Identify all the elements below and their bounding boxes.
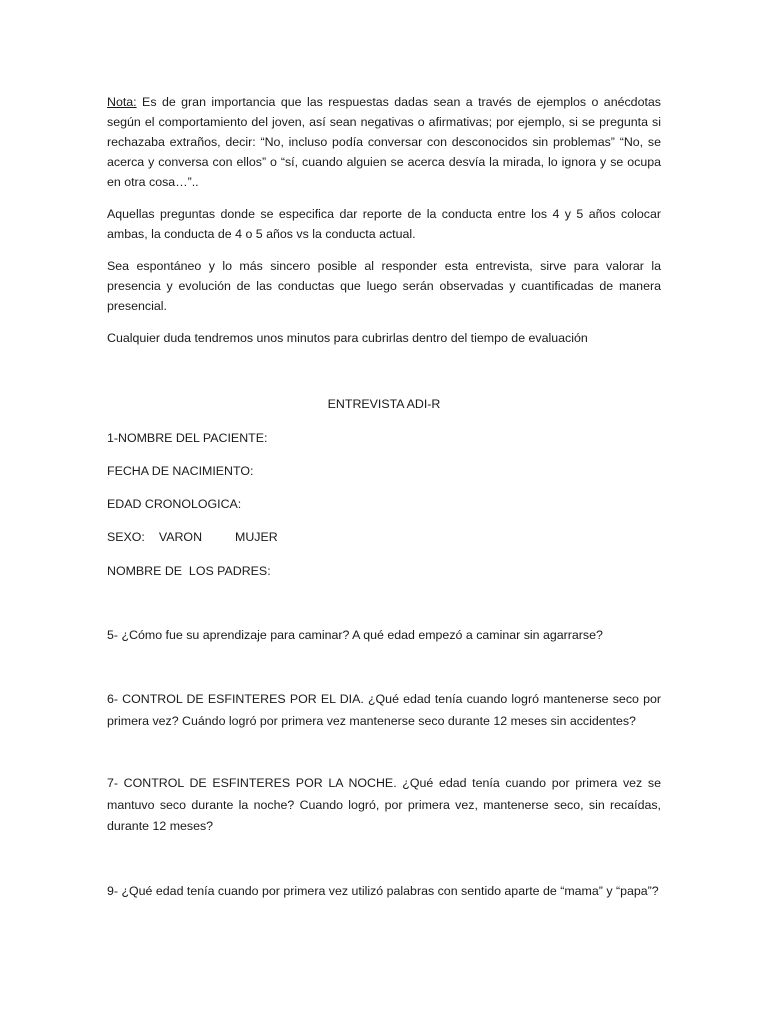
question-7: 7- CONTROL DE ESFINTERES POR LA NOCHE. ¿Qué edad tenía cuando por primera vez se mantuvo seco durante la noche? Cuando logró, por primera vez, mantenerse seco, sin recaídas, durante 12 meses? (107, 776, 661, 833)
sex-field (107, 527, 278, 547)
parents-name-field: NOMBRE DE LOS PADRES: (107, 564, 271, 578)
question-6: 6- CONTROL DE ESFINTERES POR EL DIA. ¿Qué edad tenía cuando logró mantenerse seco por primera vez? Cuándo logró por primera vez mantenerse seco durante 12 meses sin accidentes? (107, 692, 661, 728)
sex-label: SEXO: (107, 530, 145, 544)
intro-section (107, 92, 661, 348)
note-label: Nota: (107, 95, 137, 109)
instruction-paragraph-ages: Aquellas preguntas donde se especifica dar reporte de la conducta entre los 4 y 5 años colocar ambas, la conducta de 4 o 5 años vs la conducta actual. (107, 207, 661, 241)
instruction-paragraph-sincerity: Sea espontáneo y lo más sincero posible al responder esta entrevista, sirve para valorar la presencia y evolución de las conductas que luego serán observadas y cuantificadas de manera presencial. (107, 259, 661, 313)
note-paragraph (107, 92, 661, 192)
question-9: 9- ¿Qué edad tenía cuando por primera vez utilizó palabras con sentido aparte de “mama” y “papa”? (107, 884, 659, 898)
sex-option-male: VARON (158, 530, 203, 544)
note-text: Es de gran importancia que las respuestas dadas sean a través de ejemplos o anécdotas según el comportamiento del joven, así sean negativas o afirmativas; por ejemplo, si se pregunta si rechazaba extraños, decir: “No, incluso podía conversar con desconocidos sin problemas” “No, se acerca y conversa con ellos” o “sí, cuando alguien se acerca desvía la mirada, lo ignora y se ocupa en otra cosa…”.. (107, 95, 661, 189)
document-title: ENTREVISTA ADI-R (327, 397, 441, 411)
question-5: 5- ¿Cómo fue su aprendizaje para caminar? A qué edad empezó a caminar sin agarrarse? (107, 628, 603, 642)
age-field: EDAD CRONOLOGICA: (107, 497, 242, 511)
sex-option-female: MUJER (235, 530, 278, 544)
patient-name-field: 1-NOMBRE DEL PACIENTE: (107, 431, 268, 445)
birth-date-field: FECHA DE NACIMIENTO: (107, 464, 254, 478)
instruction-paragraph-doubts: Cualquier duda tendremos unos minutos para cubrirlas dentro del tiempo de evaluación (107, 331, 588, 345)
